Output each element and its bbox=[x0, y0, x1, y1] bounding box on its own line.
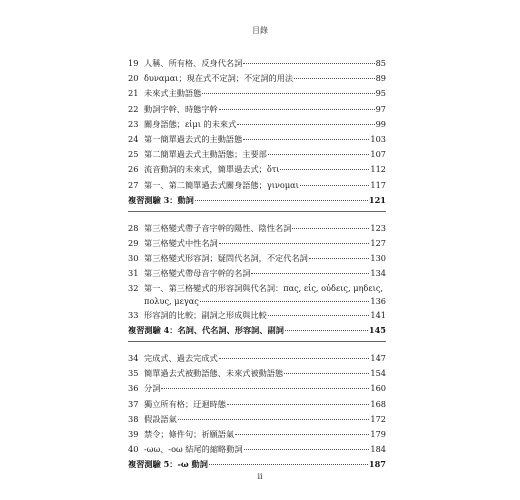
entry-title: 第三格變式帶母音字幹的名詞 bbox=[144, 268, 251, 279]
entry-number: 30 bbox=[128, 253, 139, 264]
entry-title: 簡單過去式被動語態、未來式被動語態 bbox=[144, 368, 284, 379]
table-of-contents bbox=[128, 56, 386, 473]
toc-section-1 bbox=[128, 56, 386, 208]
toc-entry-26[interactable] bbox=[128, 162, 386, 177]
entry-title: 分詞 bbox=[144, 383, 161, 394]
review-page: 121 bbox=[368, 194, 386, 205]
entry-number: 21 bbox=[128, 88, 139, 99]
entry-title: 獨立所有格；迂迴時態 bbox=[144, 398, 226, 409]
dot-leader bbox=[244, 449, 370, 450]
toc-entry-30[interactable] bbox=[128, 251, 386, 266]
entry-page: 134 bbox=[370, 268, 386, 279]
page-header: 目錄 bbox=[252, 26, 268, 35]
toc-entry-23[interactable] bbox=[128, 117, 386, 132]
toc-entry-37[interactable] bbox=[128, 397, 386, 412]
dot-leader bbox=[195, 200, 368, 201]
review-title: 複習測驗 5：-ω 動詞 bbox=[128, 459, 208, 470]
entry-number: 23 bbox=[128, 118, 139, 129]
entry-title: 禁令；條件句；祈願語氣 bbox=[144, 428, 235, 439]
dot-leader bbox=[285, 330, 368, 331]
entry-page: 130 bbox=[370, 253, 386, 264]
toc-review-3[interactable] bbox=[128, 193, 386, 208]
entry-title: 形容詞的比較；副詞之形成與比較 bbox=[144, 309, 267, 320]
entry-number: 39 bbox=[128, 428, 139, 439]
dot-leader bbox=[268, 315, 370, 316]
entry-number: 31 bbox=[128, 268, 139, 279]
entry-page: 112 bbox=[370, 164, 386, 175]
toc-review-4[interactable] bbox=[128, 323, 386, 338]
dot-leader bbox=[219, 358, 370, 359]
entry-number: 22 bbox=[128, 103, 139, 114]
toc-entry-28[interactable] bbox=[128, 221, 386, 236]
dot-leader bbox=[178, 419, 370, 420]
toc-review-5[interactable] bbox=[128, 457, 386, 472]
dot-leader bbox=[209, 464, 368, 465]
toc-entry-34[interactable] bbox=[128, 351, 386, 366]
dot-leader bbox=[243, 139, 369, 140]
review-title: 複習測驗 4：名詞、代名詞、形容詞、副詞 bbox=[128, 324, 284, 335]
dot-leader bbox=[280, 169, 369, 170]
toc-entry-24[interactable] bbox=[128, 132, 386, 147]
entry-title: 第二簡單過去式主動語態；主要部 bbox=[144, 149, 267, 160]
toc-entry-33[interactable] bbox=[128, 308, 386, 323]
entry-page: 85 bbox=[375, 58, 386, 68]
toc-section-3 bbox=[128, 351, 386, 473]
entry-page: 89 bbox=[375, 73, 386, 84]
entry-title: 完成式、過去完成式 bbox=[144, 353, 218, 363]
toc-entry-21[interactable] bbox=[128, 86, 386, 101]
entry-page: 184 bbox=[370, 444, 386, 455]
entry-title: 動詞字幹、時態字幹 bbox=[144, 103, 218, 114]
entry-number: 26 bbox=[128, 164, 139, 175]
dot-leader bbox=[268, 154, 370, 155]
dot-leader bbox=[227, 404, 369, 405]
toc-entry-39[interactable] bbox=[128, 427, 386, 442]
dot-leader bbox=[200, 301, 370, 302]
entry-page: 99 bbox=[375, 118, 386, 129]
toc-entry-32[interactable] bbox=[128, 282, 386, 295]
entry-page: 172 bbox=[370, 413, 386, 424]
entry-number: 24 bbox=[128, 133, 139, 144]
toc-entry-27[interactable] bbox=[128, 178, 386, 193]
toc-entry-25[interactable] bbox=[128, 147, 386, 162]
entry-page: 117 bbox=[370, 179, 386, 190]
entry-page: 103 bbox=[370, 133, 386, 144]
dot-leader bbox=[284, 373, 369, 374]
toc-entry-38[interactable] bbox=[128, 412, 386, 427]
entry-title: 第三格變式帶子音字幹的陽性、陰性名詞 bbox=[144, 222, 292, 233]
entry-page: 127 bbox=[370, 238, 386, 249]
dot-leader bbox=[237, 124, 374, 125]
entry-page: 95 bbox=[375, 88, 386, 99]
entry-title: 第三格變式中性名詞 bbox=[144, 238, 218, 249]
entry-title: -ωω、-οω 結尾的縮略動詞 bbox=[144, 444, 243, 455]
entry-title: 第一、第三格變式的形容詞與代名詞：πας, εἱς, οὐδεις, μηδεις, bbox=[144, 282, 384, 293]
entry-number: 29 bbox=[128, 238, 139, 249]
entry-page: 123 bbox=[370, 222, 386, 233]
entry-page: 179 bbox=[370, 428, 386, 439]
entry-title: 關身語態；εἰμι 的未來式 bbox=[144, 118, 237, 129]
dot-leader bbox=[219, 109, 375, 110]
toc-section-2 bbox=[128, 221, 386, 338]
entry-title: 流音動詞的未來式，簡單過去式；ὅτι bbox=[144, 164, 280, 175]
entry-title: 第三格變式形容詞；疑問代名詞，不定代名詞 bbox=[144, 253, 308, 264]
toc-entry-20[interactable] bbox=[128, 71, 386, 86]
dot-leader bbox=[251, 273, 369, 274]
section-divider bbox=[128, 341, 386, 342]
toc-entry-31[interactable] bbox=[128, 266, 386, 281]
page-number: ii bbox=[257, 472, 263, 481]
entry-page: 107 bbox=[370, 149, 386, 160]
entry-title-continued: πολυς, μεγας bbox=[144, 295, 199, 306]
entry-number: 40 bbox=[128, 444, 139, 455]
entry-title: 未來式主動語態 bbox=[144, 88, 202, 99]
entry-page: 147 bbox=[370, 353, 386, 363]
entry-title: 假設語氣 bbox=[144, 413, 177, 424]
entry-number: 35 bbox=[128, 368, 139, 379]
review-page: 145 bbox=[368, 324, 386, 335]
dot-leader bbox=[202, 93, 374, 94]
toc-entry-19[interactable] bbox=[128, 56, 386, 71]
entry-number: 20 bbox=[128, 73, 139, 84]
entry-title: 第一簡單過去式的主動語態 bbox=[144, 133, 243, 144]
entry-number: 38 bbox=[128, 413, 139, 424]
entry-title: 人稱、所有格、反身代名詞 bbox=[144, 58, 243, 68]
entry-number: 32 bbox=[128, 282, 139, 293]
entry-number: 33 bbox=[128, 309, 139, 320]
entry-title: δυναμαι；現在式不定詞；不定詞的用法 bbox=[144, 73, 294, 84]
entry-page: 160 bbox=[370, 383, 386, 394]
entry-page: 97 bbox=[375, 103, 386, 114]
toc-entry-35[interactable] bbox=[128, 366, 386, 381]
entry-number: 25 bbox=[128, 149, 139, 160]
entry-number: 37 bbox=[128, 398, 139, 409]
section-divider bbox=[128, 211, 386, 212]
toc-entry-22[interactable] bbox=[128, 102, 386, 117]
entry-number: 36 bbox=[128, 383, 139, 394]
review-page: 187 bbox=[368, 459, 386, 470]
dot-leader bbox=[294, 78, 374, 79]
entry-number: 28 bbox=[128, 222, 139, 233]
entry-title: 第一、第二簡單過去式關身語態；γινομαι bbox=[144, 179, 299, 190]
dot-leader bbox=[161, 388, 369, 389]
entry-number: 19 bbox=[128, 58, 139, 68]
dot-leader bbox=[243, 63, 374, 64]
entry-page: 136 bbox=[370, 295, 386, 306]
dot-leader bbox=[292, 228, 369, 229]
entry-page: 154 bbox=[370, 368, 386, 379]
toc-entry-32-continued[interactable] bbox=[128, 295, 386, 308]
dot-leader bbox=[309, 258, 370, 259]
toc-entry-36[interactable] bbox=[128, 381, 386, 396]
dot-leader bbox=[300, 185, 369, 186]
dot-leader bbox=[235, 434, 369, 435]
entry-page: 168 bbox=[370, 398, 386, 409]
entry-number: 34 bbox=[128, 353, 139, 363]
toc-entry-40[interactable] bbox=[128, 442, 386, 457]
toc-entry-29[interactable] bbox=[128, 236, 386, 251]
entry-page: 141 bbox=[370, 309, 386, 320]
review-title: 複習測驗 3：動詞 bbox=[128, 194, 194, 205]
entry-number: 27 bbox=[128, 179, 139, 190]
dot-leader bbox=[219, 243, 370, 244]
